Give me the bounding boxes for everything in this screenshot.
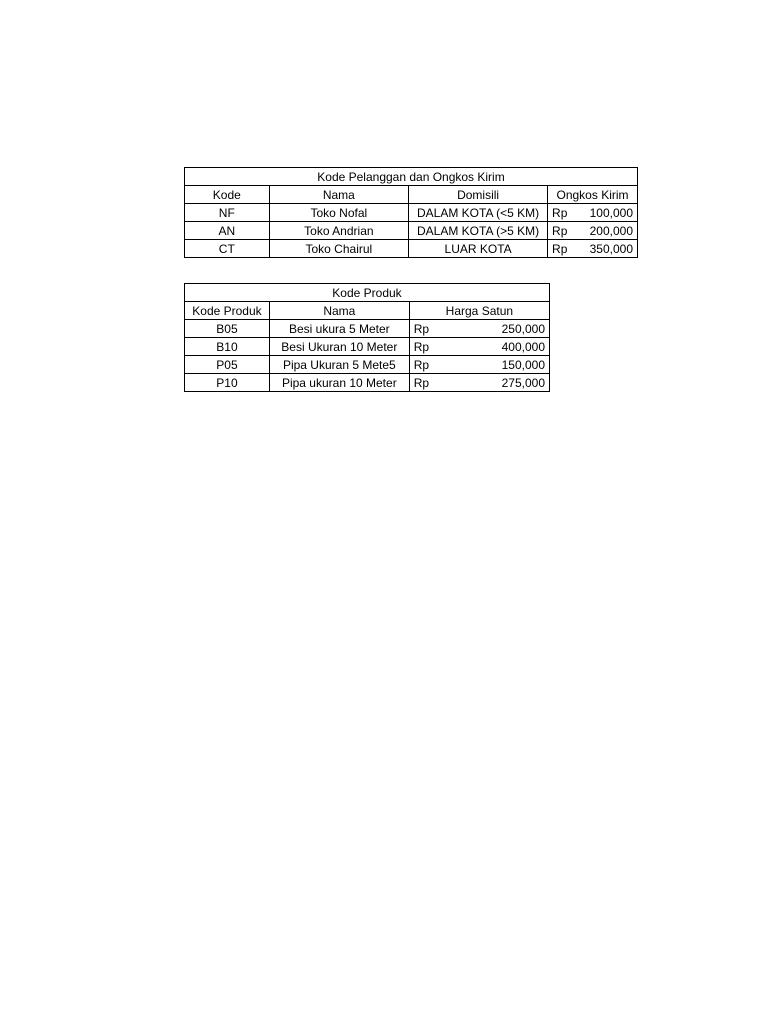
table-title-row	[185, 168, 638, 186]
cell-nama: Besi ukura 5 Meter	[269, 320, 409, 338]
table-row	[185, 374, 550, 392]
table-title: Kode Pelanggan dan Ongkos Kirim	[185, 168, 638, 186]
column-header: Kode	[185, 186, 270, 204]
column-header: Nama	[269, 186, 409, 204]
amount-value: 150,000	[501, 357, 545, 372]
cell-kode: B05	[185, 320, 270, 338]
table-row	[185, 320, 550, 338]
cell-nama: Pipa Ukuran 5 Mete5	[269, 356, 409, 374]
currency-label: Rp	[413, 339, 430, 354]
currency-label: Rp	[552, 223, 568, 238]
table-title: Kode Produk	[185, 284, 550, 302]
cell-kode: AN	[185, 222, 270, 240]
cell-ongkos	[548, 240, 638, 258]
currency-label: Rp	[552, 205, 568, 220]
cell-kode: P10	[185, 374, 270, 392]
table-row	[185, 240, 638, 258]
cell-nama: Pipa ukuran 10 Meter	[269, 374, 409, 392]
column-header: Nama	[269, 302, 409, 320]
currency-label: Rp	[413, 357, 430, 372]
cell-domisili: DALAM KOTA (>5 KM)	[409, 222, 548, 240]
cell-nama: Toko Andrian	[269, 222, 409, 240]
cell-kode: CT	[185, 240, 270, 258]
cell-domisili: DALAM KOTA (<5 KM)	[409, 204, 548, 222]
amount-value: 250,000	[501, 321, 545, 336]
currency-label: Rp	[413, 321, 430, 336]
amount-value: 350,000	[589, 241, 633, 256]
amount-value: 100,000	[589, 205, 633, 220]
table-title-row	[185, 284, 550, 302]
table-row	[185, 204, 638, 222]
currency-label: Rp	[552, 241, 568, 256]
product-table	[184, 283, 550, 392]
table-header-row	[185, 302, 550, 320]
column-header: Ongkos Kirim	[548, 186, 638, 204]
cell-kode: P05	[185, 356, 270, 374]
table-row	[185, 338, 550, 356]
cell-harga	[409, 320, 549, 338]
cell-kode: NF	[185, 204, 270, 222]
cell-harga	[409, 356, 549, 374]
cell-harga	[409, 374, 549, 392]
amount-value: 200,000	[589, 223, 633, 238]
currency-label: Rp	[413, 375, 430, 390]
amount-value: 275,000	[501, 375, 545, 390]
table-row	[185, 222, 638, 240]
customer-shipping-table	[184, 167, 638, 258]
table-header-row	[185, 186, 638, 204]
cell-nama: Toko Nofal	[269, 204, 409, 222]
column-header: Harga Satun	[409, 302, 549, 320]
cell-nama: Toko Chairul	[269, 240, 409, 258]
cell-domisili: LUAR KOTA	[409, 240, 548, 258]
column-header: Domisili	[409, 186, 548, 204]
cell-ongkos	[548, 222, 638, 240]
cell-ongkos	[548, 204, 638, 222]
column-header: Kode Produk	[185, 302, 270, 320]
cell-harga	[409, 338, 549, 356]
cell-kode: B10	[185, 338, 270, 356]
table-row	[185, 356, 550, 374]
amount-value: 400,000	[501, 339, 545, 354]
cell-nama: Besi Ukuran 10 Meter	[269, 338, 409, 356]
